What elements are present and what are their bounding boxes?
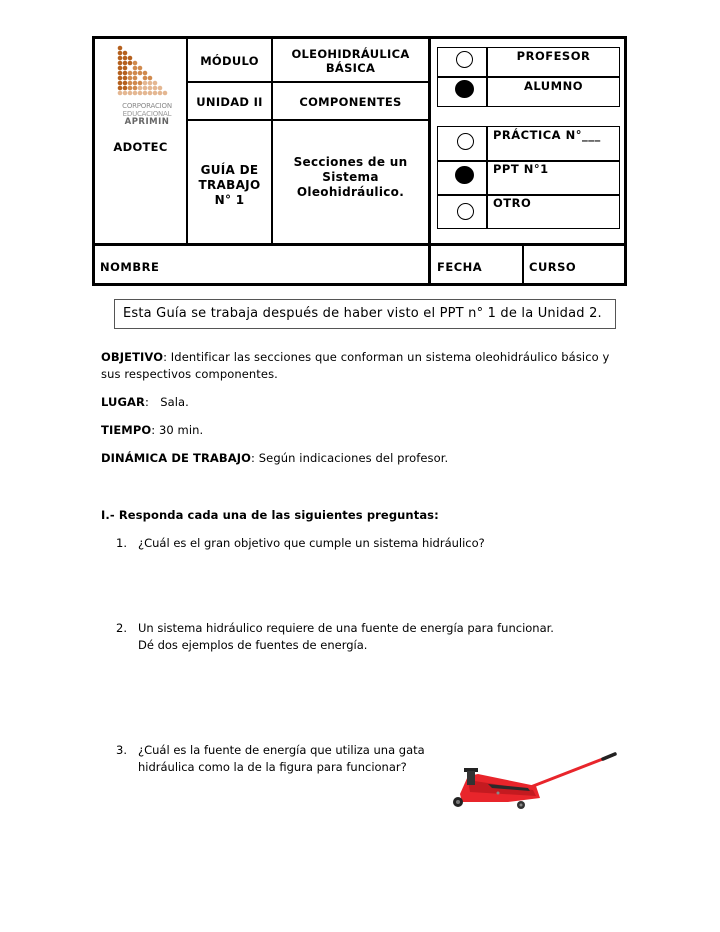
logo-line1: CORPORACION bbox=[122, 102, 172, 110]
objetivo bbox=[101, 349, 626, 383]
option-practica: PRÁCTICA N°___ bbox=[493, 128, 601, 142]
guia-line3: N° 1 bbox=[214, 193, 245, 207]
modulo-label: MÓDULO bbox=[200, 54, 259, 68]
tiempo-value: : 30 min. bbox=[151, 423, 204, 437]
guia-label bbox=[188, 163, 271, 208]
topic-line1: Secciones de un bbox=[293, 155, 408, 169]
logo-line3: APRIMIN bbox=[124, 117, 170, 127]
institution-name: ADOTEC bbox=[113, 140, 168, 154]
guia-line2: TRABAJO bbox=[198, 178, 261, 192]
hydraulic-jack-figure bbox=[448, 750, 620, 812]
tiempo-label: TIEMPO bbox=[101, 423, 152, 437]
topic-line3: Oleohidráulico. bbox=[296, 185, 405, 199]
topic-line2: Sistema bbox=[322, 170, 379, 184]
lugar bbox=[101, 394, 189, 411]
radio-profesor[interactable] bbox=[456, 51, 473, 68]
objetivo-text: : Identificar las secciones que conforman un sistema oleohidráulico básico y bbox=[163, 350, 610, 364]
divider bbox=[187, 119, 429, 121]
radio-practica[interactable] bbox=[457, 133, 474, 150]
logo-line2: EDUCACIONAL bbox=[122, 110, 172, 118]
question-text: Un sistema hidráulico requiere de una fuente de energía para funcionar. bbox=[138, 621, 554, 635]
objetivo-text-2: sus respectivos componentes. bbox=[101, 367, 278, 381]
objetivo-label: OBJETIVO bbox=[101, 350, 164, 364]
question-number: 2. bbox=[116, 621, 127, 635]
unidad-label: UNIDAD II bbox=[196, 95, 263, 109]
guia-line1: GUÍA DE bbox=[200, 163, 259, 177]
question-text-2: hidráulica como la de la figura para funcionar? bbox=[138, 760, 407, 774]
note-box: Esta Guía se trabaja después de haber visto el PPT n° 1 de la Unidad 2. bbox=[114, 299, 616, 329]
nombre-field[interactable]: NOMBRE bbox=[100, 260, 160, 274]
fecha-field[interactable]: FECHA bbox=[437, 260, 483, 274]
question-number: 1. bbox=[116, 536, 127, 550]
dinamica-label: DINÁMICA DE TRABAJO bbox=[101, 451, 252, 465]
tiempo bbox=[101, 422, 203, 439]
modulo-value bbox=[273, 47, 428, 75]
divider bbox=[93, 243, 626, 246]
option-otro: OTRO bbox=[493, 196, 532, 210]
modulo-value-line2: BÁSICA bbox=[325, 61, 376, 75]
dinamica bbox=[101, 450, 448, 467]
question-text: ¿Cuál es la fuente de energía que utiliza una gata bbox=[138, 743, 425, 757]
question-text: ¿Cuál es el gran objetivo que cumple un sistema hidráulico? bbox=[138, 536, 485, 550]
unidad-value: COMPONENTES bbox=[299, 95, 402, 109]
divider bbox=[187, 81, 429, 83]
curso-field[interactable]: CURSO bbox=[529, 260, 577, 274]
question-text-2: Dé dos ejemplos de fuentes de energía. bbox=[138, 638, 368, 652]
lugar-label: LUGAR bbox=[101, 395, 145, 409]
hydraulic-jack-icon bbox=[448, 750, 620, 812]
option-alumno: ALUMNO bbox=[523, 79, 583, 93]
radio-otro[interactable] bbox=[457, 203, 474, 220]
divider bbox=[428, 37, 431, 285]
aprimin-logo bbox=[112, 44, 182, 132]
option-profesor: PROFESOR bbox=[516, 49, 591, 63]
logo-triangle-icon bbox=[112, 44, 182, 104]
divider bbox=[437, 76, 620, 78]
modulo-value-line1: OLEOHIDRÁULICA bbox=[291, 47, 410, 61]
question-number: 3. bbox=[116, 743, 127, 757]
divider bbox=[522, 244, 524, 285]
radio-alumno[interactable] bbox=[455, 80, 474, 98]
dinamica-value: : Según indicaciones del profesor. bbox=[251, 451, 449, 465]
topic-title bbox=[273, 155, 428, 200]
divider bbox=[186, 37, 188, 245]
lugar-value: : Sala. bbox=[144, 395, 189, 409]
option-ppt: PPT N°1 bbox=[493, 162, 549, 176]
section-title: I.- Responda cada una de las siguientes preguntas: bbox=[101, 508, 439, 522]
divider bbox=[486, 126, 488, 229]
radio-ppt[interactable] bbox=[455, 166, 474, 184]
